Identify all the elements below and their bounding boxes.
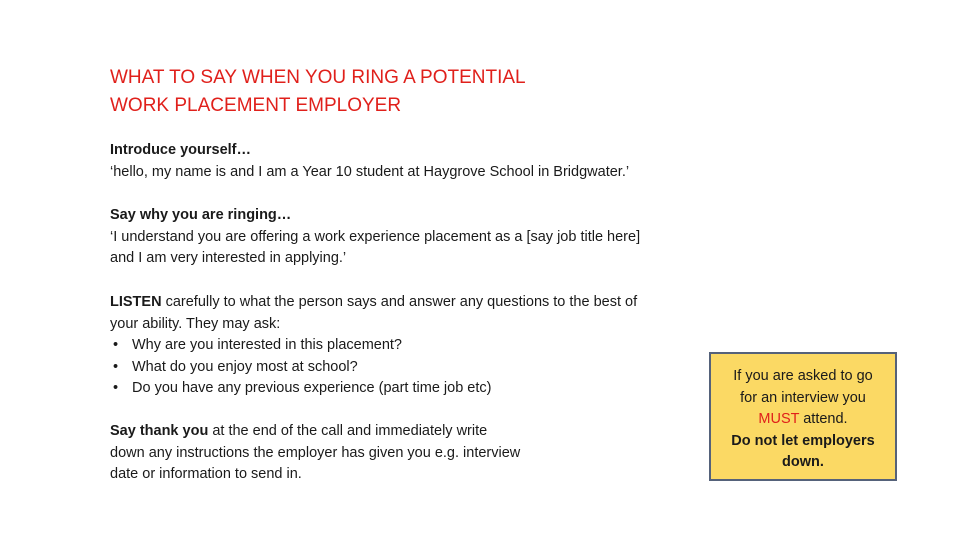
introduce-heading: Introduce yourself… <box>110 142 251 158</box>
thank-you-strong: Say thank you <box>110 423 209 439</box>
callout-line-2: for an interview you <box>740 389 866 406</box>
why-ringing-line-2: and I am very interested in applying.’ <box>110 250 347 266</box>
introduce-section <box>110 140 730 183</box>
callout-line-5: down. <box>782 454 824 470</box>
list-item: • Why are you interested in this placement? <box>110 335 730 357</box>
why-ringing-heading: Say why you are ringing… <box>110 207 292 223</box>
must-emphasis: MUST <box>758 411 800 427</box>
why-ringing-line-1: ‘I understand you are offering a work experience placement as a [say job title here] <box>110 228 641 245</box>
slide-title <box>110 64 670 120</box>
thank-you-line-1-rest: at the end of the call and immediately write <box>208 423 488 439</box>
listen-section <box>110 292 730 400</box>
callout-line-3 <box>711 409 895 431</box>
thank-you-line-3: date or information to send in. <box>110 466 302 482</box>
thank-you-section <box>110 421 730 486</box>
title-line-2: WORK PLACEMENT EMPLOYER <box>110 95 402 116</box>
why-ringing-section <box>110 205 730 270</box>
callout-attend: attend. <box>799 411 848 427</box>
callout-line-1: If you are asked to go <box>733 368 873 384</box>
list-item: • Do you have any previous experience (part time job etc) <box>110 378 730 400</box>
list-item: • What do you enjoy most at school? <box>110 357 730 379</box>
callout-line-4: Do not let employers <box>731 432 875 449</box>
listen-strong: LISTEN <box>110 294 162 310</box>
introduce-text: ‘hello, my name is and I am a Year 10 student at Haygrove School in Bridgwater.’ <box>110 163 630 180</box>
listen-line-1-rest: carefully to what the person says and answer any questions to the best of <box>161 294 638 310</box>
question-list <box>110 335 730 400</box>
listen-line-1 <box>110 292 730 314</box>
interview-callout-box <box>709 352 897 481</box>
listen-line-2: your ability. They may ask: <box>110 315 281 332</box>
title-line-1: WHAT TO SAY WHEN YOU RING A POTENTIAL <box>110 67 526 88</box>
thank-you-line-1 <box>110 421 730 443</box>
thank-you-line-2: down any instructions the employer has given you e.g. interview <box>110 444 521 461</box>
